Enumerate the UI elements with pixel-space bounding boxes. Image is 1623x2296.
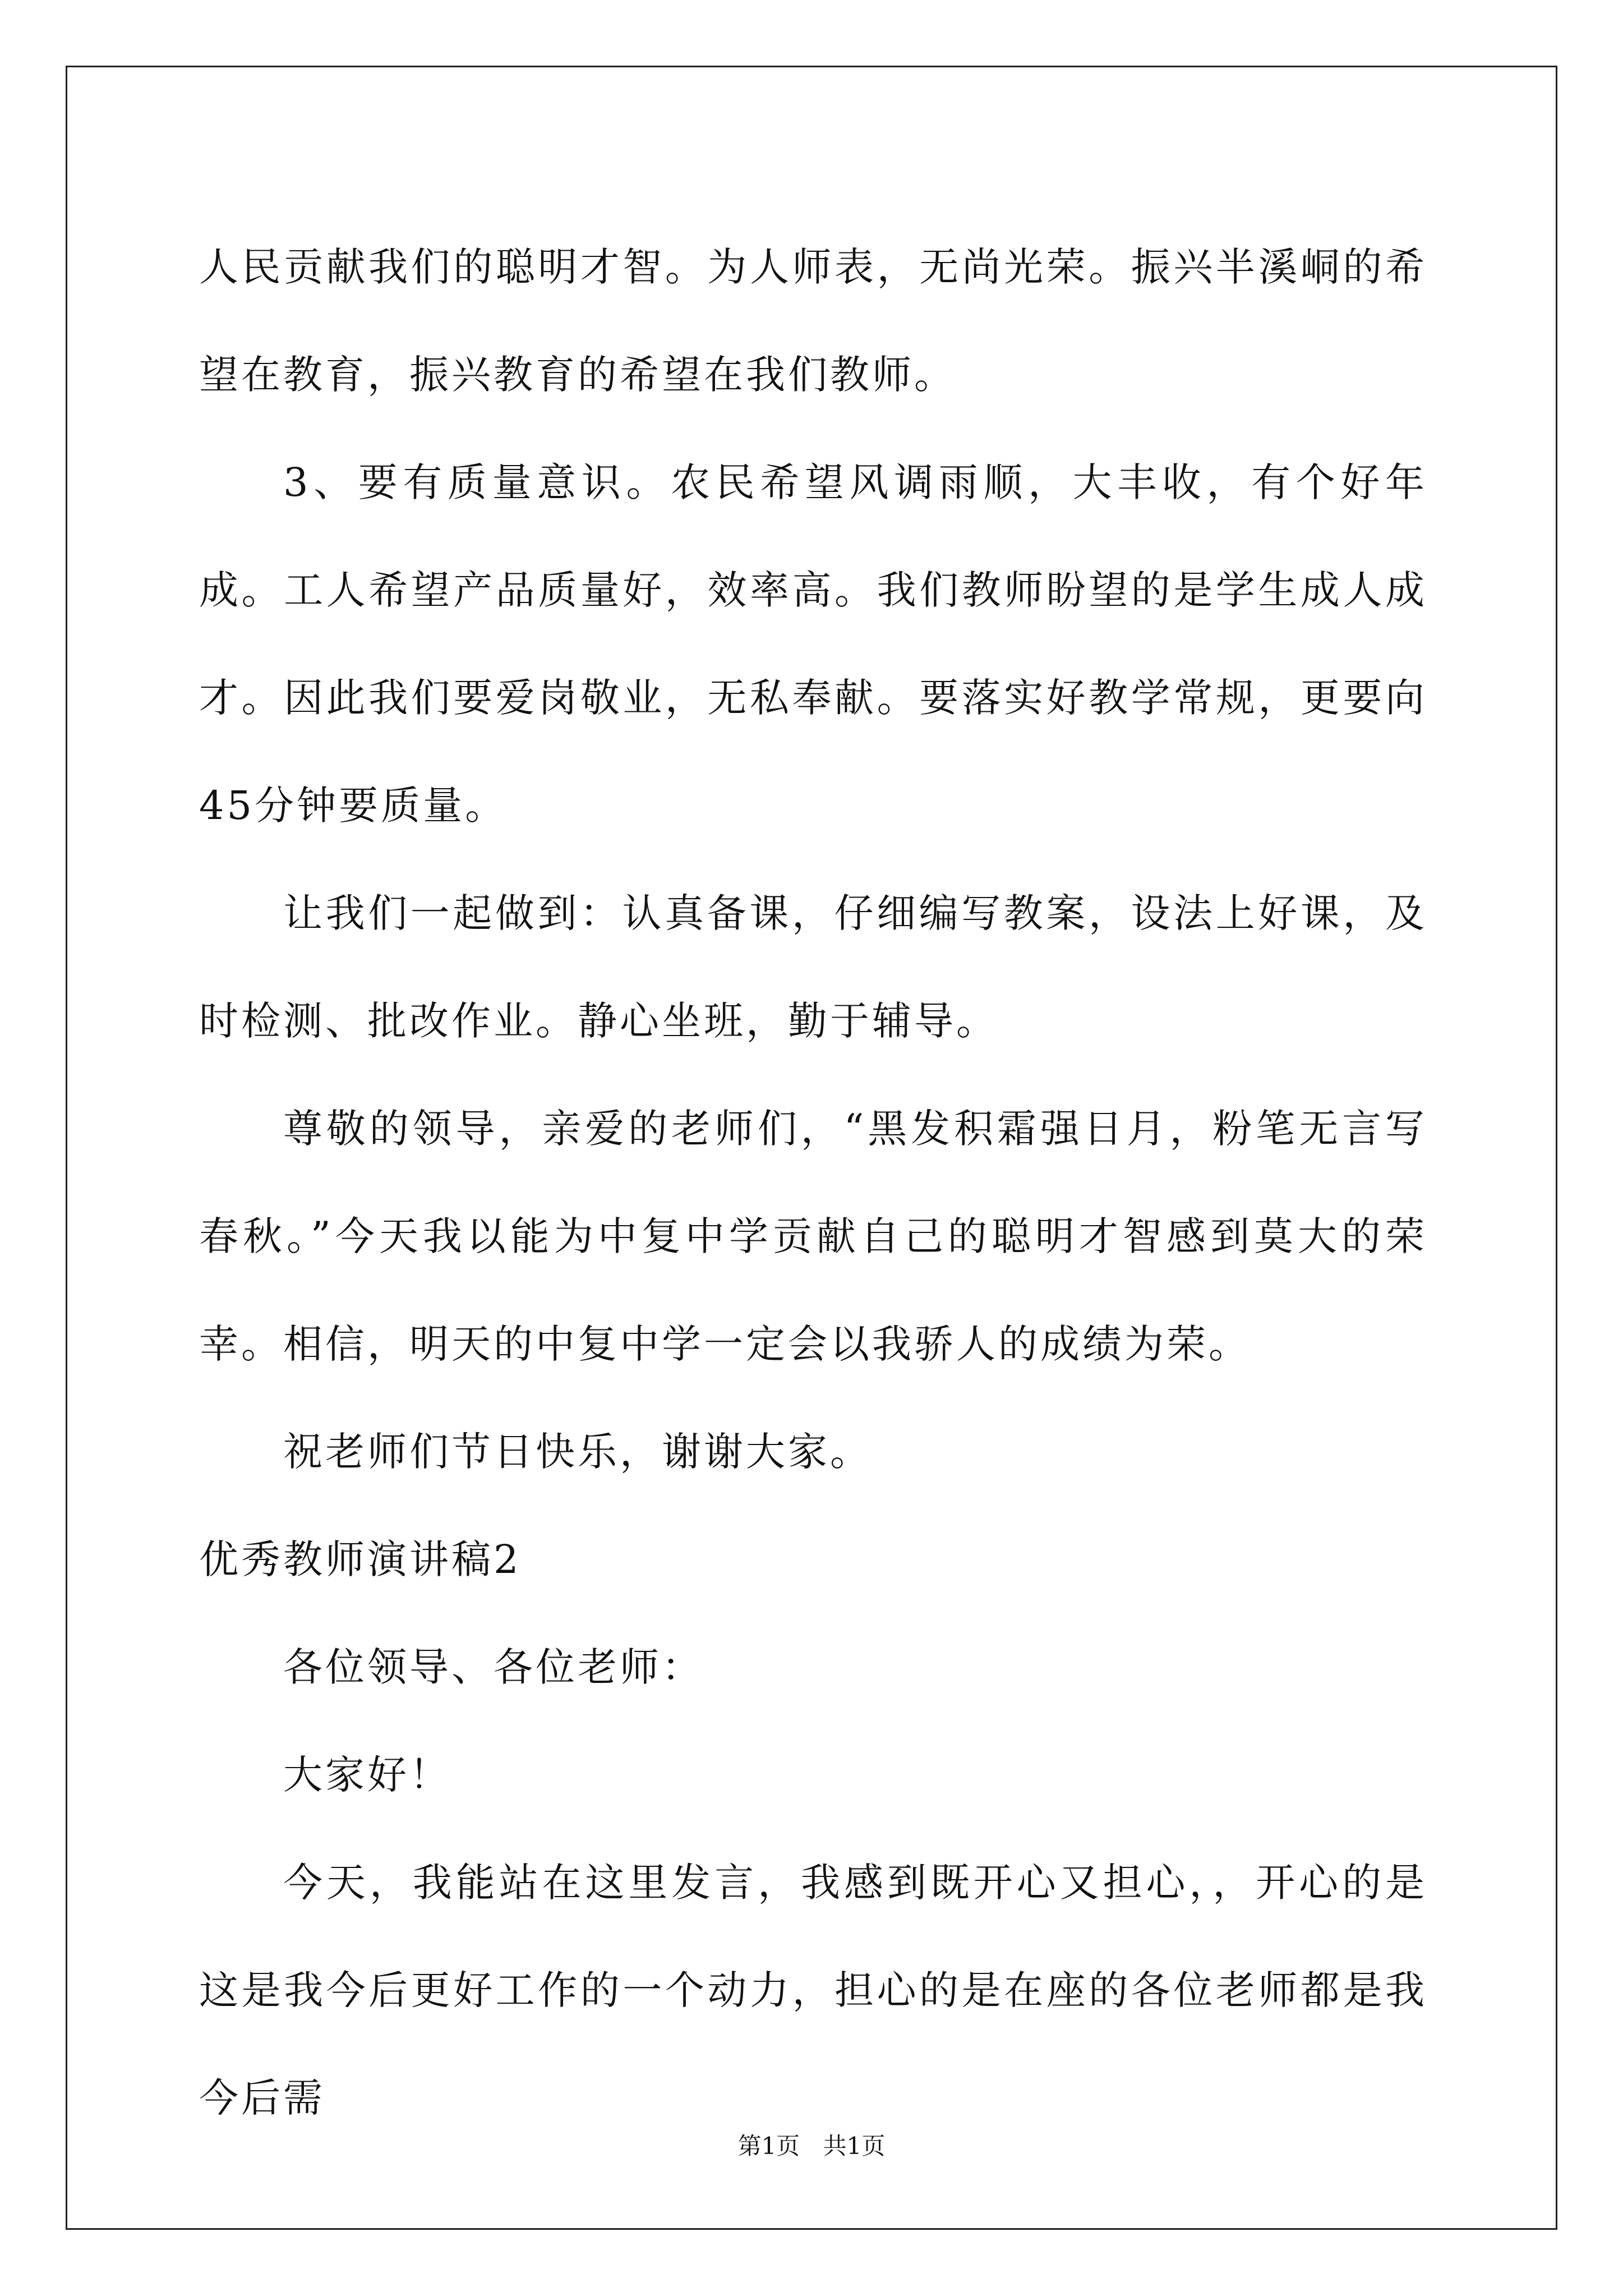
section-title: 优秀教师演讲稿2: [199, 1536, 522, 1582]
paragraph-2: 3、要有质量意识。农民希望风调雨顺，大丰收，有个好年成。工人希望产品质量好，效率高。我们教师盼望的是学生成人成才。因此我们要爱岗敬业，无私奉献。要落实好教学常规，更要向45分钟要质量。: [199, 459, 1427, 829]
paragraph-8: 今天，我能站在这里发言，我感到既开心又担心，，开心的是这是我今后更好工作的一个动力，担心的是在座的各位老师都是我今后需: [199, 1860, 1427, 2121]
paragraph-6: 各位领导、各位老师：: [283, 1644, 704, 1690]
page-number: 第1页: [737, 2132, 800, 2160]
page-total: 共1页: [823, 2132, 886, 2160]
paragraph-5: 祝老师们节日快乐，谢谢大家。: [283, 1429, 872, 1475]
document-body: [199, 213, 1427, 2152]
paragraph-1: 人民贡献我们的聪明才智。为人师表，无尚光荣。振兴半溪峒的希望在教育，振兴教育的希望在我们教师。: [199, 244, 1427, 398]
paragraph-3: 让我们一起做到：认真备课，仔细编写教案，设法上好课，及时检测、批改作业。静心坐班，勤于辅导。: [199, 890, 1427, 1044]
paragraph-7: 大家好！: [283, 1752, 451, 1798]
page-footer: [0, 2129, 1623, 2163]
paragraph-4: 尊敬的领导，亲爱的老师们，“黑发积霜强日月，粉笔无言写春秋。”今天我以能为中复中学贡献自己的聪明才智感到莫大的荣幸。相信，明天的中复中学一定会以我骄人的成绩为荣。: [199, 1106, 1427, 1367]
